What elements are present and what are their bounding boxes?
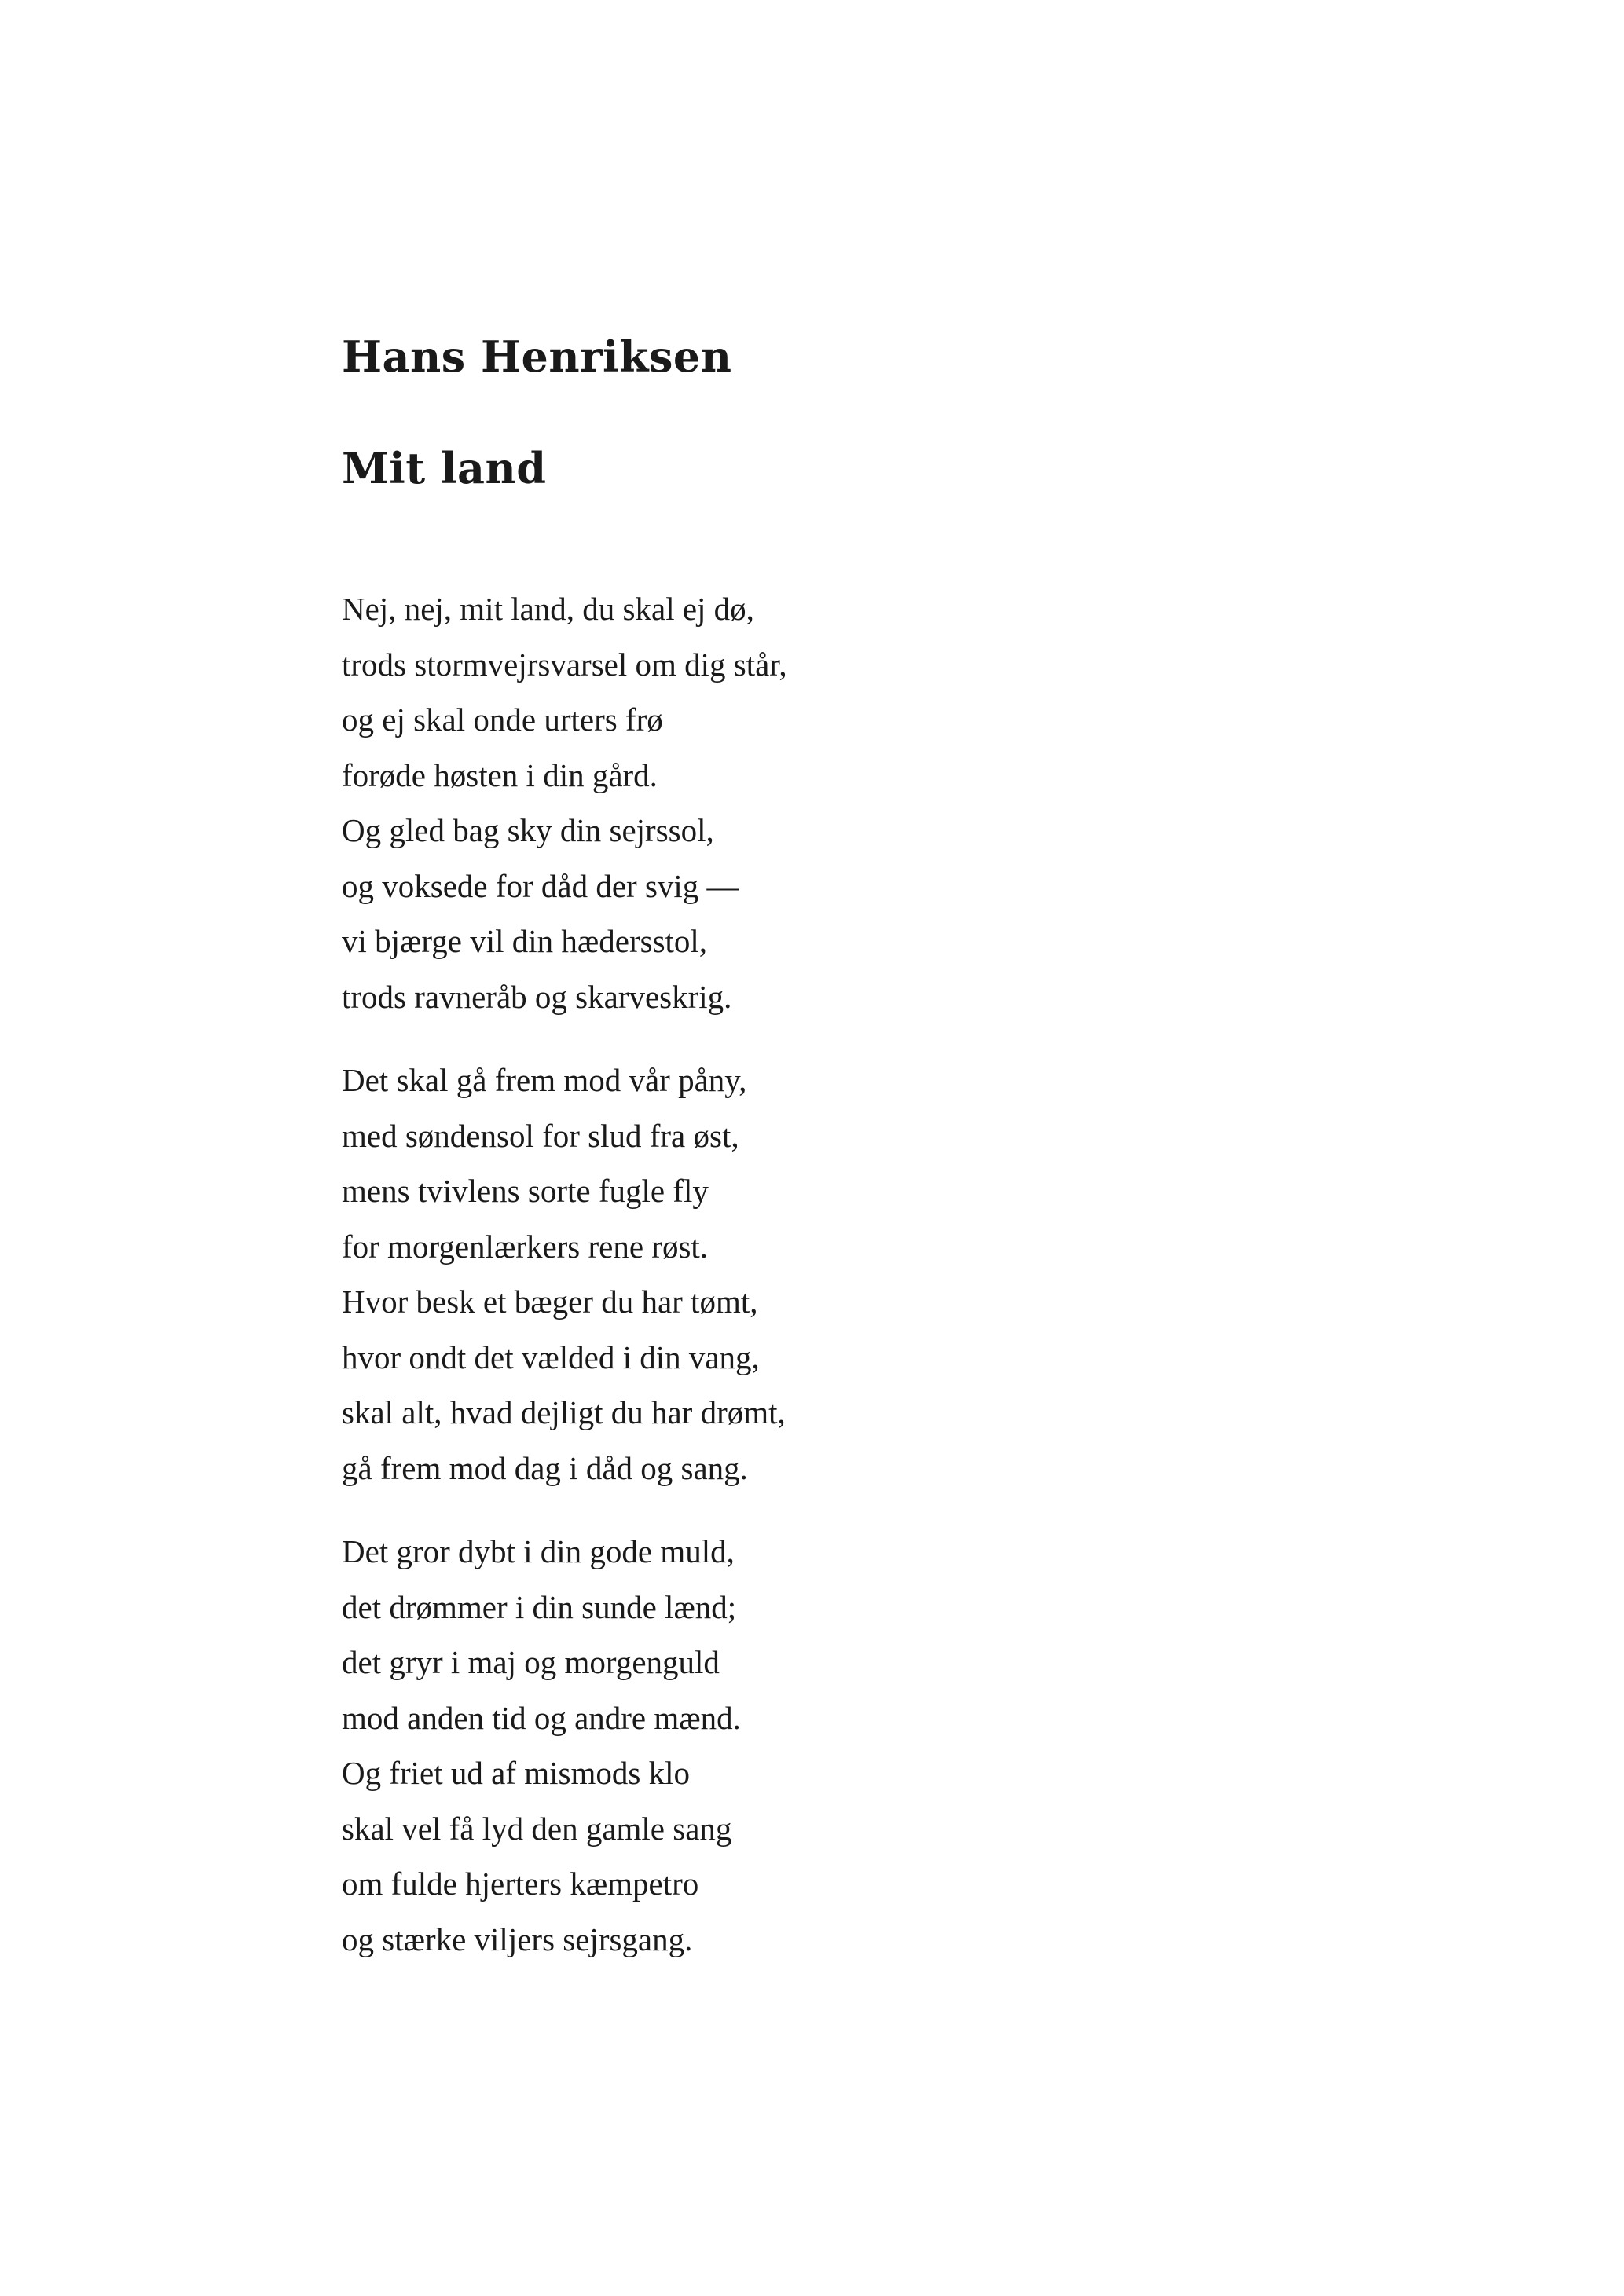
stanza-2 [342,1053,1363,1496]
poem-line: om fulde hjerters kæmpetro [342,1866,699,1902]
poem-line: mens tvivlens sorte fugle fly [342,1173,709,1209]
stanza-1 [342,581,1363,1024]
poem-line: vi bjærge vil din hædersstol, [342,923,708,959]
poem-line: og voksede for dåd der svig — [342,867,739,904]
poem-line: for morgenlærkers rene røst. [342,1228,709,1265]
poem-line: Hvor besk et bæger du har tømt, [342,1283,758,1320]
poem-line: Nej, nej, mit land, du skal ej dø, [342,591,754,627]
poem-line: gå frem mod dag i dåd og sang. [342,1449,748,1486]
poem-line: det drømmer i din sunde lænd; [342,1588,737,1625]
poem-line: Det gror dybt i din gode muld, [342,1533,735,1569]
poem-line: Og friet ud af mismods klo [342,1755,690,1791]
poem-line: trods ravneråb og skarveskrig. [342,978,732,1015]
stanza-3 [342,1524,1363,1967]
poem-line: hvor ondt det vælded i din vang, [342,1338,760,1375]
author-name: Hans Henriksen [342,331,732,382]
poem-line: og stærke viljers sejrsgang. [342,1921,693,1957]
poem-line: mod anden tid og andre mænd. [342,1699,741,1736]
poem-line: forøde høsten i din gård. [342,756,658,793]
poem-line: skal alt, hvad dejligt du har drømt, [342,1394,786,1430]
poem-line: med søndensol for slud fra øst, [342,1117,739,1154]
poem-line: skal vel få lyd den gamle sang [342,1810,732,1847]
poem-line: det gryr i maj og morgenguld [342,1644,720,1680]
poem-line: trods stormvejrsvarsel om dig står, [342,646,787,683]
poem-line: Det skal gå frem mod vår påny, [342,1062,747,1098]
poem-line: og ej skal onde urters frø [342,701,663,738]
poem-body [342,581,1363,1995]
poem-line: Og gled bag sky din sejrssol, [342,812,714,848]
poem-title: Mit land [342,443,547,493]
